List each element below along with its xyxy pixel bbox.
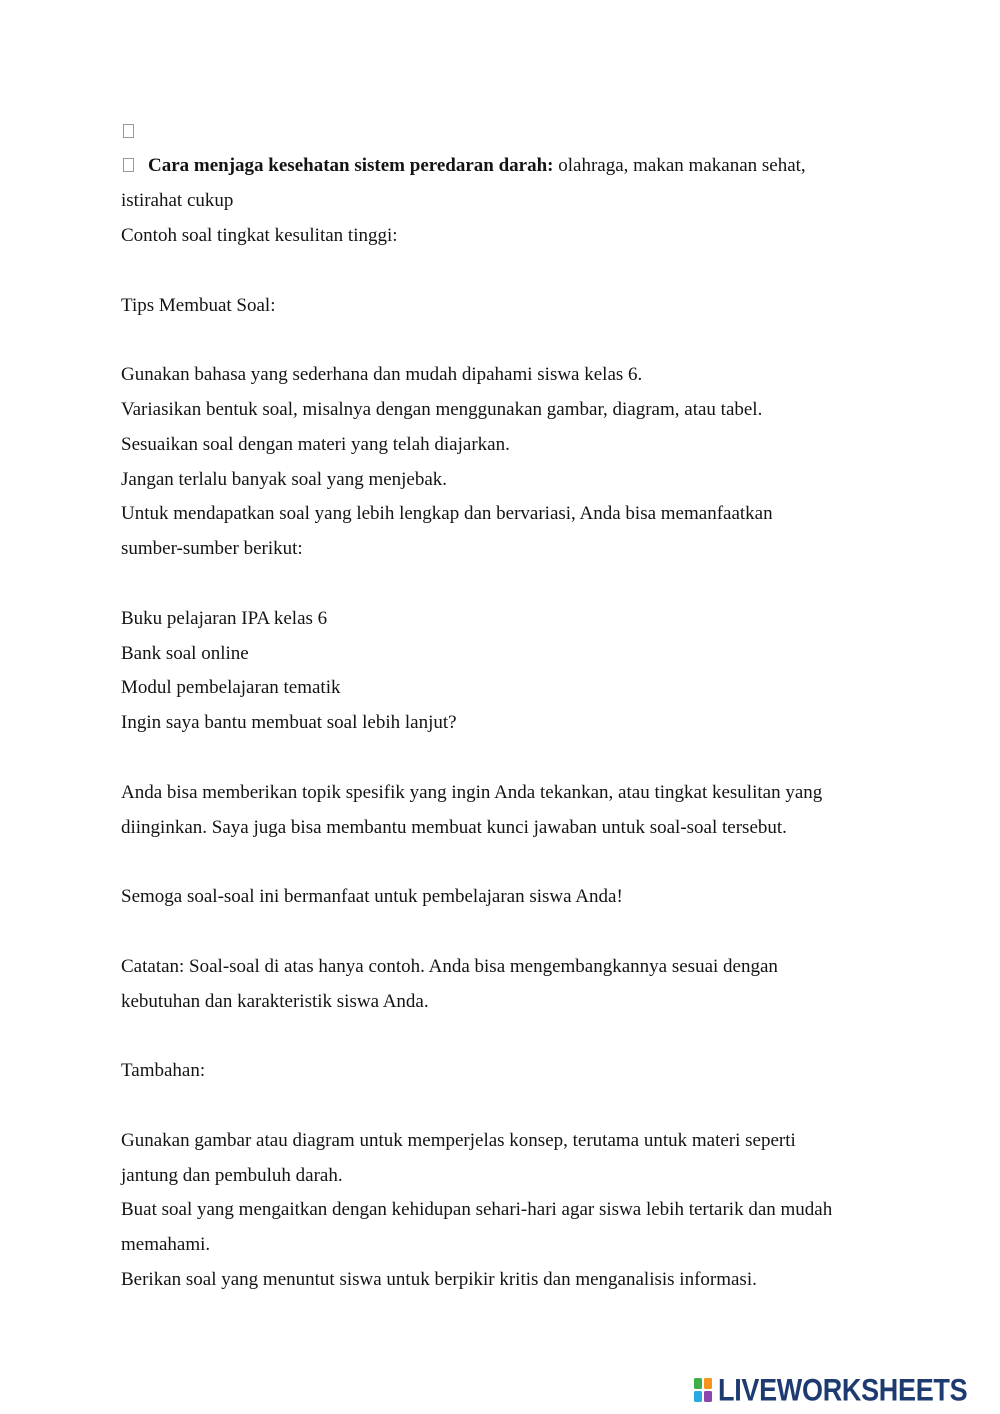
- follow-up-question: Ingin saya bantu membuat soal lebih lanjut?: [121, 712, 457, 734]
- source-item: Modul pembelajaran tematik: [121, 677, 341, 699]
- tip-item: Sesuaikan soal dengan materi yang telah diajarkan.: [121, 433, 510, 455]
- logo-cell-4: [704, 1391, 712, 1402]
- circulation-care-bullet: [121, 149, 921, 184]
- follow-up-detail-line: diinginkan. Saya juga bisa membantu membuat kunci jawaban untuk soal-soal tersebut.: [121, 816, 787, 838]
- additional-line: jantung dan pembuluh darah.: [121, 1164, 343, 1186]
- circulation-care-text: olahraga, makan makanan sehat,: [558, 155, 806, 177]
- spacer: [121, 567, 921, 602]
- empty-bullet-row: [121, 115, 921, 150]
- liveworksheets-logo: [693, 1372, 968, 1408]
- spacer: [121, 1089, 921, 1124]
- spacer: [121, 741, 921, 776]
- missing-glyph-box-icon: [123, 158, 134, 172]
- follow-up-detail-line: Anda bisa memberikan topik spesifik yang ingin Anda tekankan, atau tingkat kesulitan yang: [121, 781, 823, 803]
- spacer: [121, 1019, 921, 1054]
- tip-item: Jangan terlalu banyak soal yang menjebak.: [121, 468, 448, 490]
- sources-intro-line: sumber-sumber berikut:: [121, 538, 303, 560]
- sources-intro-line: Untuk mendapatkan soal yang lebih lengkap dan bervariasi, Anda bisa memanfaatkan: [121, 503, 773, 525]
- document-body: [121, 115, 921, 1298]
- spacer: [121, 254, 921, 289]
- tips-title: Tips Membuat Soal:: [121, 294, 276, 316]
- hard-questions-label: Contoh soal tingkat kesulitan tinggi:: [121, 224, 398, 246]
- additional-title: Tambahan:: [121, 1060, 206, 1082]
- note-line: kebutuhan dan karakteristik siswa Anda.: [121, 990, 429, 1012]
- logo-cell-1: [694, 1378, 702, 1389]
- logo-cell-3: [694, 1391, 702, 1402]
- additional-line: memahami.: [121, 1234, 211, 1256]
- circulation-care-heading: Cara menjaga kesehatan sistem peredaran darah:: [148, 155, 554, 177]
- source-item: Bank soal online: [121, 642, 249, 664]
- liveworksheets-logo-icon: [693, 1377, 713, 1403]
- tip-item: Variasikan bentuk soal, misalnya dengan menggunakan gambar, diagram, atau tabel.: [121, 398, 763, 420]
- tip-item: Gunakan bahasa yang sederhana dan mudah dipahami siswa kelas 6.: [121, 364, 643, 386]
- circulation-care-text-continued: istirahat cukup: [121, 190, 234, 212]
- additional-line: Gunakan gambar atau diagram untuk memperjelas konsep, terutama untuk materi seperti: [121, 1129, 796, 1151]
- note-line: Catatan: Soal-soal di atas hanya contoh. Anda bisa mengembangkannya sesuai dengan: [121, 955, 778, 977]
- source-item: Buku pelajaran IPA kelas 6: [121, 607, 328, 629]
- additional-line: Berikan soal yang menuntut siswa untuk berpikir kritis dan menganalisis informasi.: [121, 1268, 757, 1290]
- spacer: [121, 915, 921, 950]
- spacer: [121, 845, 921, 880]
- logo-cell-2: [704, 1378, 712, 1389]
- closing-line: Semoga soal-soal ini bermanfaat untuk pembelajaran siswa Anda!: [121, 886, 623, 908]
- additional-line: Buat soal yang mengaitkan dengan kehidupan sehari-hari agar siswa lebih tertarik dan mudah: [121, 1199, 833, 1221]
- spacer: [121, 323, 921, 358]
- missing-glyph-box-icon: [123, 124, 134, 138]
- logo-text: LIVEWORKSHEETS: [718, 1372, 968, 1408]
